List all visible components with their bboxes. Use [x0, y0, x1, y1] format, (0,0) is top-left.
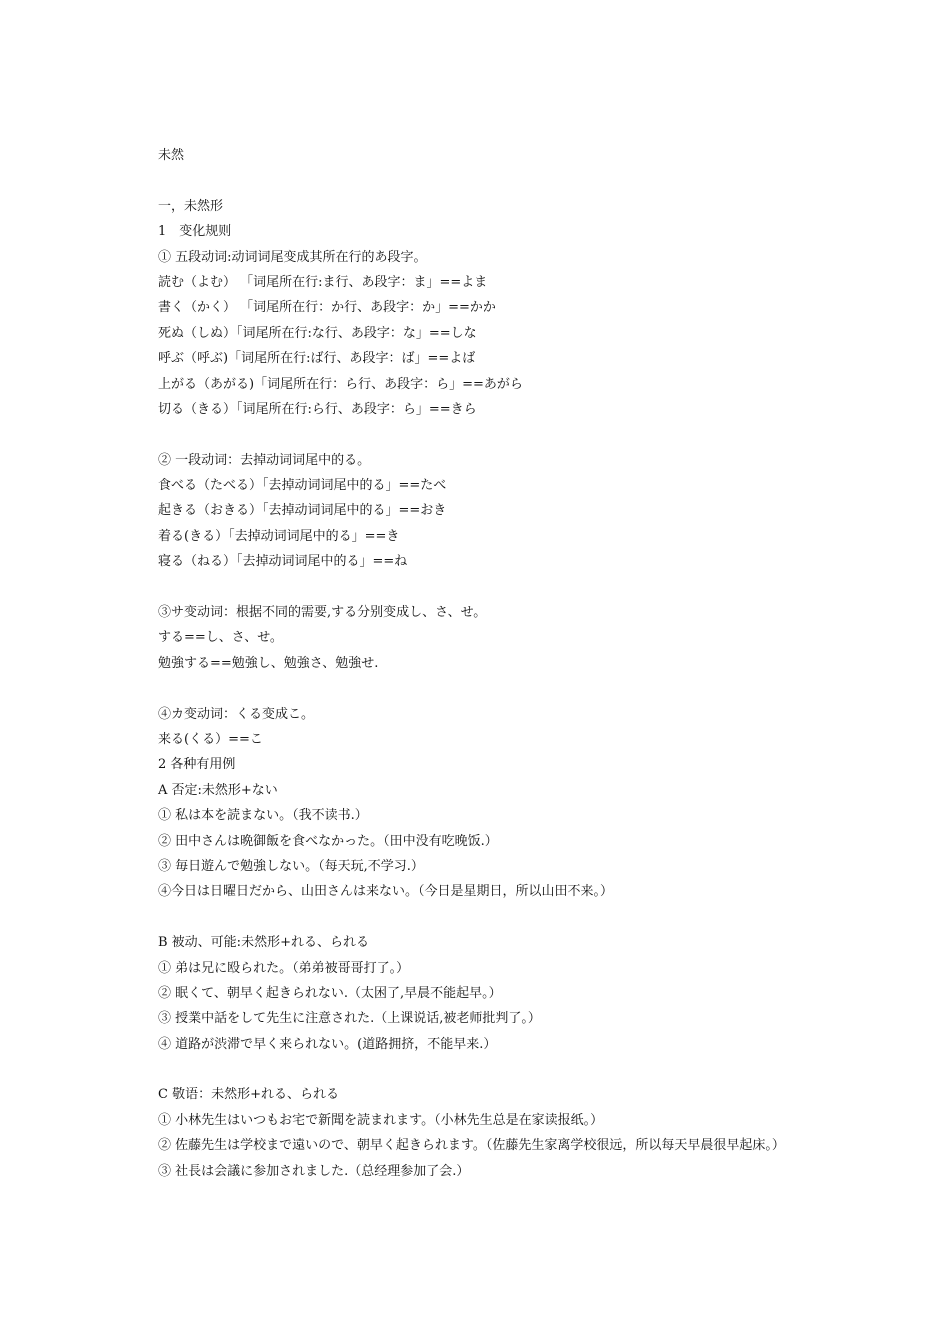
blank-line	[158, 680, 798, 705]
subsection-heading: 1 变化规则	[158, 224, 232, 240]
godan-example: 読む（よむ） 「词尾所在行:ま行、あ段字：ま」==よま	[158, 274, 488, 290]
sahen-example: する==し、さ、せ。	[158, 630, 283, 646]
honorific-heading: C 敬语：未然形+れる、られる	[158, 1087, 339, 1103]
godan-example: 上がる（あがる)「词尾所在行：ら行、あ段字：ら」==あがら	[158, 376, 523, 392]
kahen-rule: ④カ变动词：くる变成こ。	[158, 706, 315, 722]
negation-example: ④今日は日曜日だから、山田さんは来ない。（今日是星期日，所以山田不来。）	[158, 884, 614, 900]
passive-example: ② 眠くて、朝早く起きられない.（太困了,早晨不能起早。）	[158, 985, 502, 1001]
negation-example: ③ 毎日遊んで勉強しない。（每天玩,不学习.）	[158, 858, 424, 874]
negation-example: ② 田中さんは晩御飯を食べなかった。（田中没有吃晚饭.）	[158, 833, 498, 849]
sahen-rule: ③サ变动词：根据不同的需要,する分别变成し、さ、せ。	[158, 605, 487, 621]
ichidan-example: 着る(きる）「去掉动词词尾中的る」==き	[158, 528, 400, 544]
ichidan-example: 寝る（ねる）「去掉动词词尾中的る」==ね	[158, 554, 408, 570]
honorific-example: ① 小林先生はいつもお宅で新聞を読まれます。（小林先生总是在家读报纸。）	[158, 1112, 604, 1128]
ichidan-example: 食べる（たべる）「去掉动词词尾中的る」==たべ	[158, 478, 447, 494]
blank-line	[158, 172, 798, 197]
kahen-example: 来る(くる）==こ	[158, 731, 263, 747]
honorific-example: ③ 社長は会議に参加されました.（总经理参加了会.）	[158, 1163, 470, 1179]
passive-heading: B 被动、可能:未然形+れる、られる	[158, 935, 369, 951]
document-title: 未然	[158, 148, 185, 163]
ichidan-example: 起きる（おきる）「去掉动词词尾中的る」==おき	[158, 503, 447, 519]
passive-example: ① 弟は兄に殴られた。（弟弟被哥哥打了。）	[158, 960, 410, 976]
sahen-example: 勉強する==勉強し、勉強さ、勉強せ.	[158, 655, 379, 671]
section-heading: 一，未然形	[158, 198, 224, 214]
passive-example: ④ 道路が渋滞で早く来られない。(道路拥挤，不能早来.）	[158, 1036, 497, 1052]
godan-example: 切る（きる）「词尾所在行:ら行、あ段字：ら」==きら	[158, 401, 477, 417]
negation-example: ① 私は本を読まない。（我不读书.）	[158, 808, 368, 824]
godan-rule: ① 五段动词:动词词尾变成其所在行的あ段字。	[158, 249, 427, 265]
document-page	[158, 147, 798, 1188]
blank-line	[158, 1061, 798, 1086]
blank-line	[158, 426, 798, 451]
section-heading: 2 各种有用例	[158, 757, 236, 773]
negation-heading: A 否定:未然形+ない	[158, 782, 278, 798]
honorific-example: ② 佐藤先生は学校まで遠いので、朝早く起きられます。（佐藤先生家离学校很远，所以每天早晨很早起床。）	[158, 1138, 785, 1154]
godan-example: 呼ぶ（呼ぶ)「词尾所在行:ば行、あ段字：ば」==よば	[158, 351, 476, 367]
passive-example: ③ 授業中話をして先生に注意された.（上课说话,被老师批判了。）	[158, 1011, 541, 1027]
blank-line	[158, 909, 798, 934]
godan-example: 死ぬ（しぬ）「词尾所在行:な行、あ段字：な」==しな	[158, 325, 477, 341]
ichidan-rule: ② 一段动词：去掉动词词尾中的る。	[158, 452, 371, 468]
godan-example: 書く（かく） 「词尾所在行：か行、あ段字：か」==かか	[158, 300, 496, 316]
blank-line	[158, 579, 798, 604]
